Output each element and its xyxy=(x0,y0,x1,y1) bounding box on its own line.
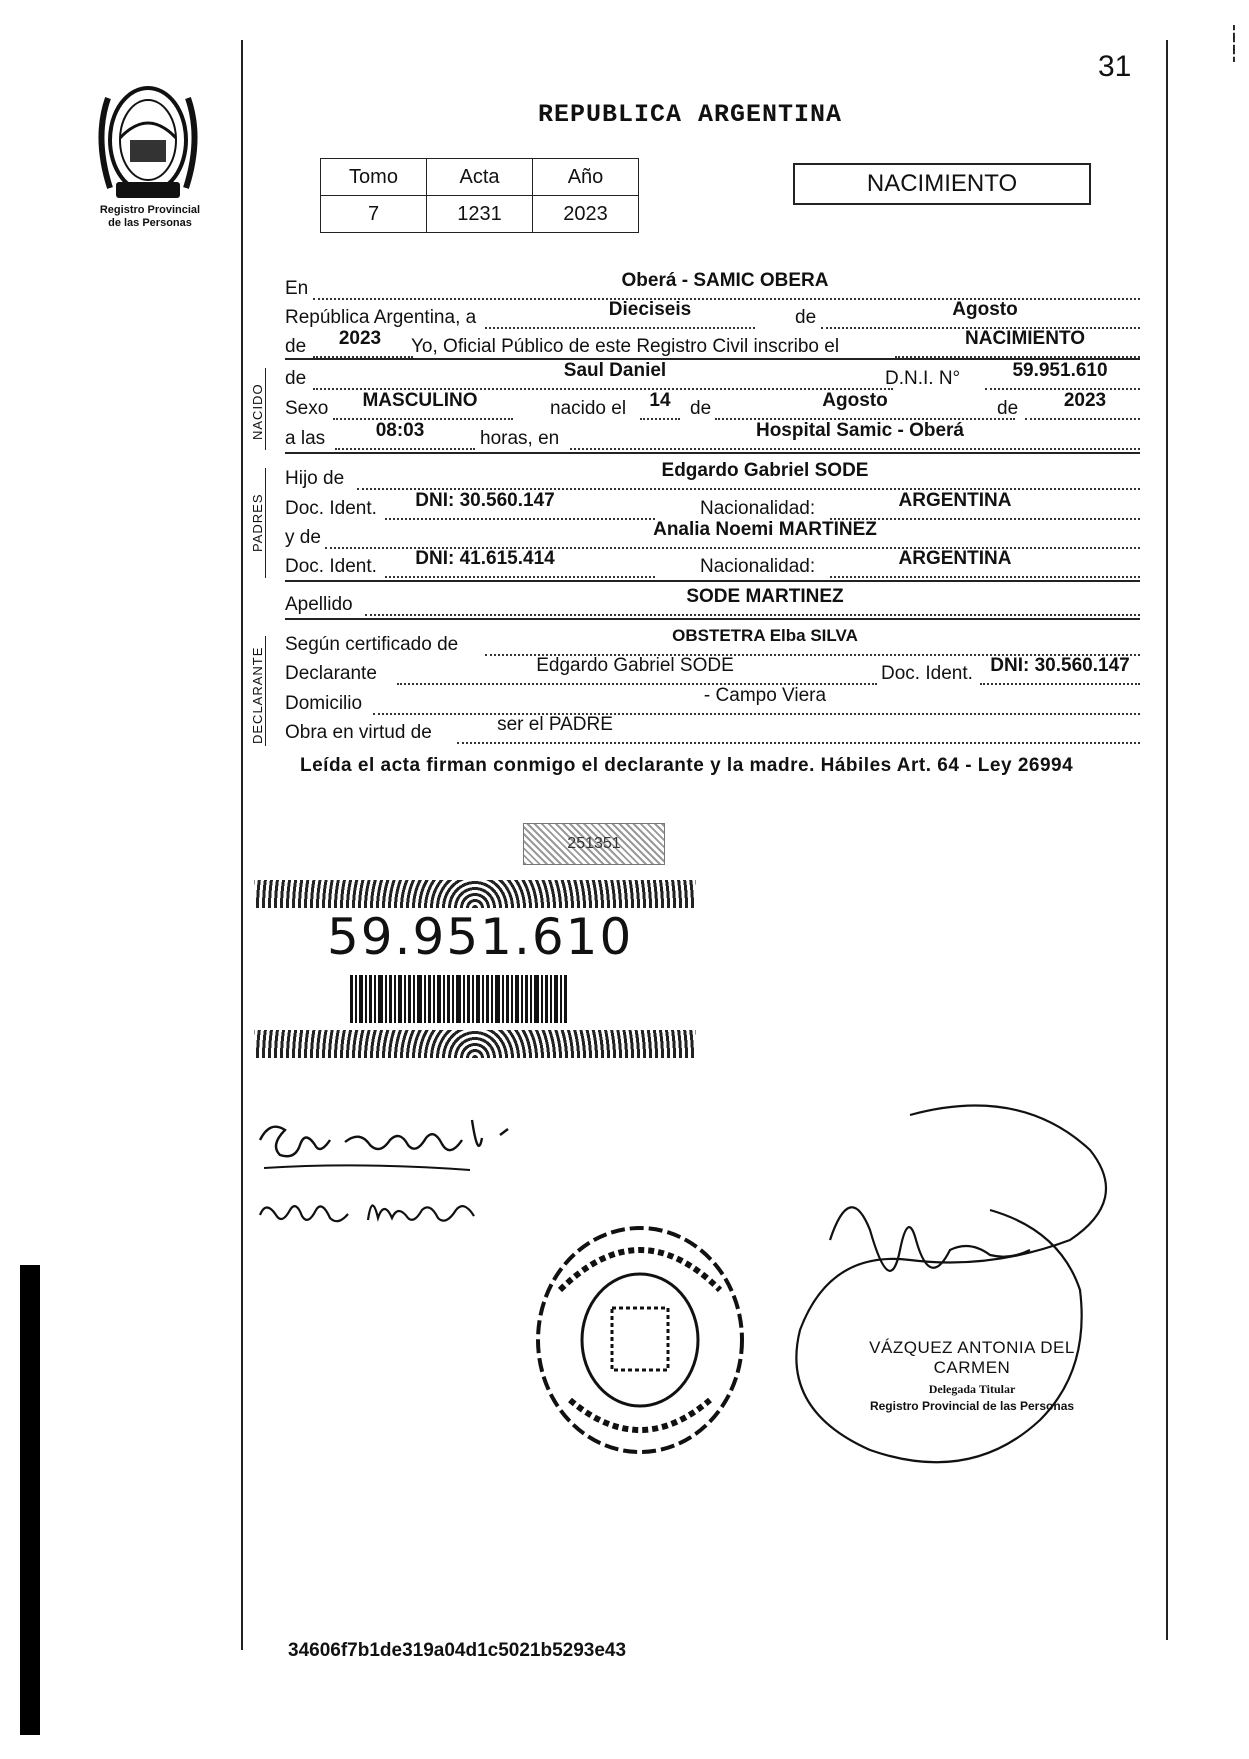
record-type-box: NACIMIENTO xyxy=(793,163,1091,205)
domicilio-value: - Campo Viera xyxy=(703,685,827,706)
nac-label: Nacionalidad: xyxy=(700,498,816,519)
de4-label: de xyxy=(690,398,712,419)
sexo-label: Sexo xyxy=(285,398,329,419)
official-name: VÁZQUEZ ANTONIA DEL CARMEN xyxy=(869,1338,1075,1377)
dots xyxy=(640,418,680,420)
registry-logo xyxy=(88,78,208,218)
declarante-doc: DNI: 30.560.147 xyxy=(990,655,1130,676)
margin-marks: ¦ ¦ ¦ xyxy=(1232,22,1236,62)
declarante-bracket xyxy=(265,636,266,746)
doc-label: Doc. Ident. xyxy=(285,498,377,519)
nacido-label: nacido el xyxy=(550,398,627,419)
alas-label: a las xyxy=(285,428,326,449)
time-value: 08:03 xyxy=(375,420,425,441)
domicilio-label: Domicilio xyxy=(285,693,363,714)
father-nat: ARGENTINA xyxy=(898,490,1012,511)
segun-value: OBSTETRA Elba SILVA xyxy=(672,626,858,645)
official-stamp xyxy=(832,1338,1112,1413)
segun-label: Según certificado de xyxy=(285,634,459,655)
sexo-value: MASCULINO xyxy=(362,390,478,411)
en-label: En xyxy=(285,278,309,299)
document-title: REPUBLICA ARGENTINA xyxy=(537,100,843,129)
dots xyxy=(335,448,475,450)
dots xyxy=(1025,418,1140,420)
separator xyxy=(285,618,1140,620)
place-value: Hospital Samic - Oberá xyxy=(755,420,964,441)
official-role: Delegada Titular xyxy=(928,1382,1016,1396)
name-value: Saul Daniel xyxy=(563,360,667,381)
row-apellido xyxy=(285,586,1140,620)
anio-value: 2023 xyxy=(533,196,639,233)
dots xyxy=(485,327,755,329)
side-label-declarante: DECLARANTE xyxy=(250,646,265,744)
round-seal xyxy=(530,1220,750,1465)
side-label-padres: PADRES xyxy=(250,493,265,552)
row-domicilio xyxy=(285,685,1140,719)
logo-caption xyxy=(70,204,230,230)
de2-label: de xyxy=(285,336,307,357)
security-band-bottom xyxy=(254,1030,696,1058)
de5-label: de xyxy=(997,398,1019,419)
nac2-label: Nacionalidad: xyxy=(700,556,816,577)
official-office: Registro Provincial de las Personas xyxy=(869,1399,1075,1413)
hijo-label: Hijo de xyxy=(285,468,345,489)
left-frame-line xyxy=(241,40,243,1650)
document-hash: 34606f7b1de319a04d1c5021b5293e43 xyxy=(288,1640,627,1661)
apellido-value: SODE MARTINEZ xyxy=(686,586,844,607)
logo-caption-line1: Registro Provincial xyxy=(99,204,201,216)
yo-label: Yo, Oficial Público de este Registro Civil inscribo el xyxy=(411,336,840,357)
dots xyxy=(457,742,1140,744)
scan-edge-shadow xyxy=(20,1265,40,1735)
page-number: 31 xyxy=(1098,50,1132,83)
month-value: Agosto xyxy=(952,299,1018,320)
dots xyxy=(365,614,1140,616)
birth-day: 14 xyxy=(649,390,671,411)
separator xyxy=(285,452,1140,454)
apellido-label: Apellido xyxy=(285,594,353,615)
de-label: de xyxy=(795,307,817,328)
anio-header: Año xyxy=(533,159,639,196)
closing-text: Leída el acta firman conmigo el declarante y la madre. Hábiles Art. 64 - Ley 26994 xyxy=(300,755,1074,776)
acta-header: Acta xyxy=(427,159,533,196)
republica-label: República Argentina, a xyxy=(285,307,477,328)
yde-label: y de xyxy=(285,527,321,548)
doc2-label: Doc. Ident. xyxy=(285,556,377,577)
mother-doc: DNI: 41.615.414 xyxy=(415,548,555,569)
dots xyxy=(980,683,1140,685)
dots xyxy=(830,576,1140,578)
en-value: Oberá - SAMIC OBERA xyxy=(621,270,829,291)
obra-label: Obra en virtud de xyxy=(285,722,432,743)
horas-label: horas, en xyxy=(480,428,560,449)
declarante-label: Declarante xyxy=(285,663,377,684)
row-hora xyxy=(285,420,1140,454)
dni-big-number: 59.951.610 xyxy=(327,908,634,966)
father-signature xyxy=(250,1100,530,1185)
birth-month: Agosto xyxy=(822,390,888,411)
barcode xyxy=(350,975,570,1023)
father-doc: DNI: 30.560.147 xyxy=(415,490,555,511)
dni-value: 59.951.610 xyxy=(1012,360,1108,381)
nacido-bracket xyxy=(265,368,266,450)
security-stamp: 251351 xyxy=(523,823,665,865)
security-band-top xyxy=(254,880,696,908)
dots xyxy=(385,576,655,578)
logo-caption-line2: de las Personas xyxy=(108,217,192,229)
row-obra xyxy=(285,714,1140,748)
padres-bracket xyxy=(265,468,266,578)
side-label-nacido: NACIDO xyxy=(250,383,265,440)
de3-label: de xyxy=(285,368,307,389)
doc3-label: Doc. Ident. xyxy=(881,663,973,684)
mother-nat: ARGENTINA xyxy=(898,548,1012,569)
inscribe-value: NACIMIENTO xyxy=(965,328,1085,349)
obra-value: ser el PADRE xyxy=(497,714,613,735)
row-madre-doc xyxy=(285,548,1140,582)
day-value: Dieciseis xyxy=(608,299,692,320)
birth-year: 2023 xyxy=(1063,390,1107,411)
official-signature xyxy=(790,1090,1120,1485)
mother-value: Analia Noemi MARTINEZ xyxy=(653,519,877,540)
year-value: 2023 xyxy=(338,328,382,349)
dots xyxy=(570,448,1140,450)
separator xyxy=(285,580,1140,582)
tomo-header: Tomo xyxy=(321,159,427,196)
father-value: Edgardo Gabriel SODE xyxy=(661,460,869,481)
registry-table xyxy=(320,158,639,233)
dni-label: D.N.I. N° xyxy=(885,368,961,389)
right-frame-line xyxy=(1166,40,1168,1640)
mother-signature xyxy=(252,1180,502,1245)
declarante-value: Edgardo Gabriel SODE xyxy=(536,655,734,676)
acta-value: 1231 xyxy=(427,196,533,233)
tomo-value: 7 xyxy=(321,196,427,233)
